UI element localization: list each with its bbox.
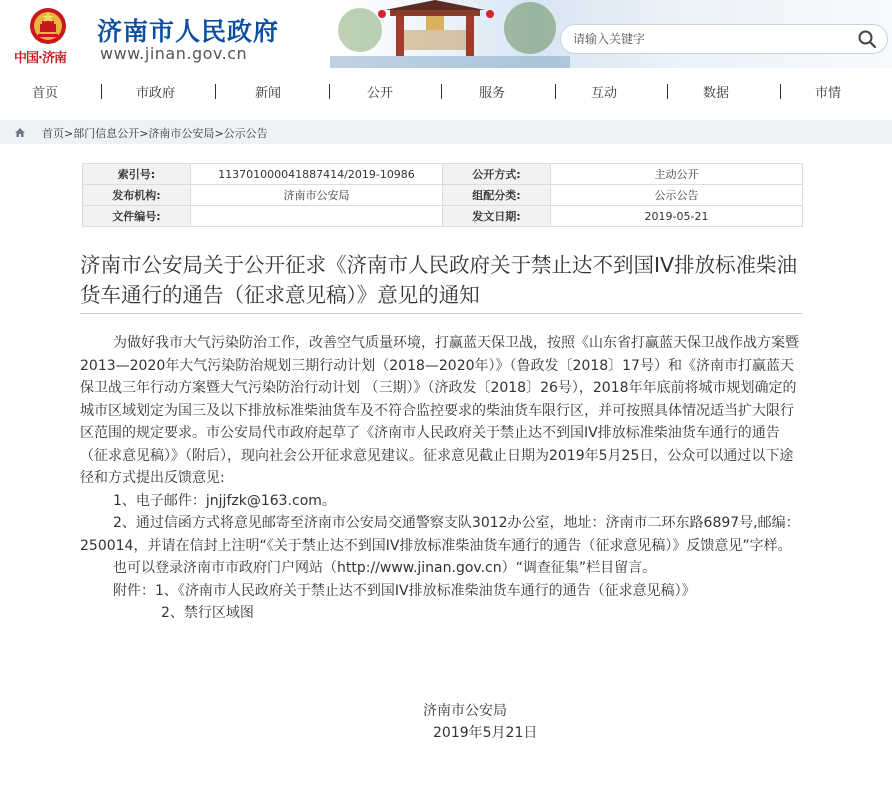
- index-value: 113701000041887414/2019-10986: [191, 164, 443, 185]
- category-value: 公示公告: [551, 185, 803, 206]
- nav-item-data[interactable]: 数据: [703, 86, 730, 101]
- table-row: [83, 185, 803, 206]
- nav-divider: [555, 84, 556, 99]
- breadcrumb-item-announcements[interactable]: 公示公告: [223, 127, 268, 140]
- feedback-email-item: [80, 490, 802, 513]
- date-value: 2019-05-21: [551, 206, 803, 227]
- breadcrumb-separator: >: [64, 127, 74, 140]
- date-label: 发文日期:: [443, 206, 551, 227]
- nav-divider: [215, 84, 216, 99]
- nav-divider: [667, 84, 668, 99]
- document-meta-table: [82, 163, 803, 227]
- brand-logo-text: 中国·济南: [14, 51, 66, 66]
- article-body: [80, 332, 802, 625]
- nav-item-disclosure[interactable]: 公开: [367, 86, 394, 101]
- attachment-label: 附件：: [113, 582, 155, 599]
- nav-divider: [329, 84, 330, 99]
- docno-label: 文件编号:: [83, 206, 191, 227]
- nav-divider: [441, 84, 442, 99]
- nav-item-government[interactable]: 市政府: [136, 86, 176, 101]
- search-input[interactable]: [573, 30, 843, 48]
- site-title[interactable]: 济南市人民政府: [97, 17, 280, 46]
- docno-value: [191, 206, 443, 227]
- nav-divider: [101, 84, 102, 99]
- nav-item-city-info[interactable]: 市情: [815, 86, 842, 101]
- article-paragraph: 为做好我市大气污染防治工作，改善空气质量环境，打赢蓝天保卫战，按照《山东省打赢蓝天保卫战作战方案暨2013—2020年大气污染防治规划三期行动计划（2018—2020年）》（鲁政发〔2018〕17号）和《济南市打赢蓝天保卫战三年行动方案暨大气污染防治行动计划 （三期）》（济政发〔2018〕26号），2018年年底前将城市规划确定的城市区域划定为国三及以下排放标准柴油货车及不符合监控要求的柴油货车限行区，并可按照具体情况适当扩大限行区范围的规定要求。市公安局代市政府起草了《济南市人民政府关于禁止达不到国IV排放标准柴油货车通行的通告（征求意见稿）》（附后），现向社会公开征求意见建议。征求意见截止日期为2019年5月25日，公众可以通过以下途径和方式提出反馈意见:: [80, 335, 799, 486]
- home-icon: [14, 127, 26, 138]
- site-url: www.jinan.gov.cn: [100, 44, 248, 63]
- signature-date: 2019年5月21日: [433, 725, 538, 741]
- article-title: 济南市公安局关于公开征求《济南市人民政府关于禁止达不到国IV排放标准柴油货车通行的通告（征求意见稿）》意见的通知: [80, 253, 798, 307]
- breadcrumb: [0, 120, 892, 144]
- breadcrumb-item-police-bureau[interactable]: 济南市公安局: [148, 127, 215, 140]
- nav-item-news[interactable]: 新闻: [255, 86, 282, 101]
- method-label: 公开方式:: [443, 164, 551, 185]
- search-box: [560, 24, 888, 54]
- org-label: 发布机构:: [83, 185, 191, 206]
- table-row: [83, 206, 803, 227]
- title-divider: [80, 313, 802, 314]
- nav-item-home[interactable]: 首页: [32, 86, 59, 101]
- breadcrumb-item-home[interactable]: 首页: [42, 127, 64, 140]
- nav-item-services[interactable]: 服务: [479, 86, 506, 101]
- city-scenery-banner-icon: [330, 0, 570, 68]
- attachment-link-2[interactable]: 2、禁行区域图: [161, 605, 254, 621]
- attachment-line: [80, 602, 802, 625]
- nav-divider: [780, 84, 781, 99]
- national-emblem-icon: [28, 6, 68, 46]
- org-value: 济南市公安局: [191, 185, 443, 206]
- email-text[interactable]: 1、电子邮件：jnjjfzk@163.com。: [113, 492, 336, 509]
- feedback-mail-item: 2、通过信函方式将意见邮寄至济南市公安局交通警察支队3012办公室，地址：济南市二环东路6897号,邮编：250014，并请在信封上注明“《关于禁止达不到国IV排放标准柴油货车通行的通告（征求意见稿）》反馈意见”字样。: [80, 515, 800, 554]
- search-icon[interactable]: [857, 29, 877, 49]
- nav-item-interaction[interactable]: 互动: [591, 86, 618, 101]
- category-label: 组配分类:: [443, 185, 551, 206]
- index-label: 索引号:: [83, 164, 191, 185]
- breadcrumb-separator: >: [139, 127, 149, 140]
- attachment-line: [80, 580, 802, 603]
- attachment-link-1[interactable]: 1、《济南市人民政府关于禁止达不到国IV排放标准柴油货车通行的通告（征求意见稿）》: [155, 582, 696, 599]
- table-row: [83, 164, 803, 185]
- breadcrumb-trail: [42, 125, 268, 141]
- breadcrumb-separator: >: [214, 127, 224, 140]
- website-feedback-line: 也可以登录济南市市政府门户网站（http://www.jinan.gov.cn）“调查征集”栏目留言。: [113, 560, 657, 576]
- breadcrumb-item-dept-disclosure[interactable]: 部门信息公开: [73, 127, 140, 140]
- site-header: [0, 0, 892, 68]
- method-value: 主动公开: [551, 164, 803, 185]
- main-nav: [0, 75, 892, 109]
- signature-org: 济南市公安局: [423, 703, 507, 719]
